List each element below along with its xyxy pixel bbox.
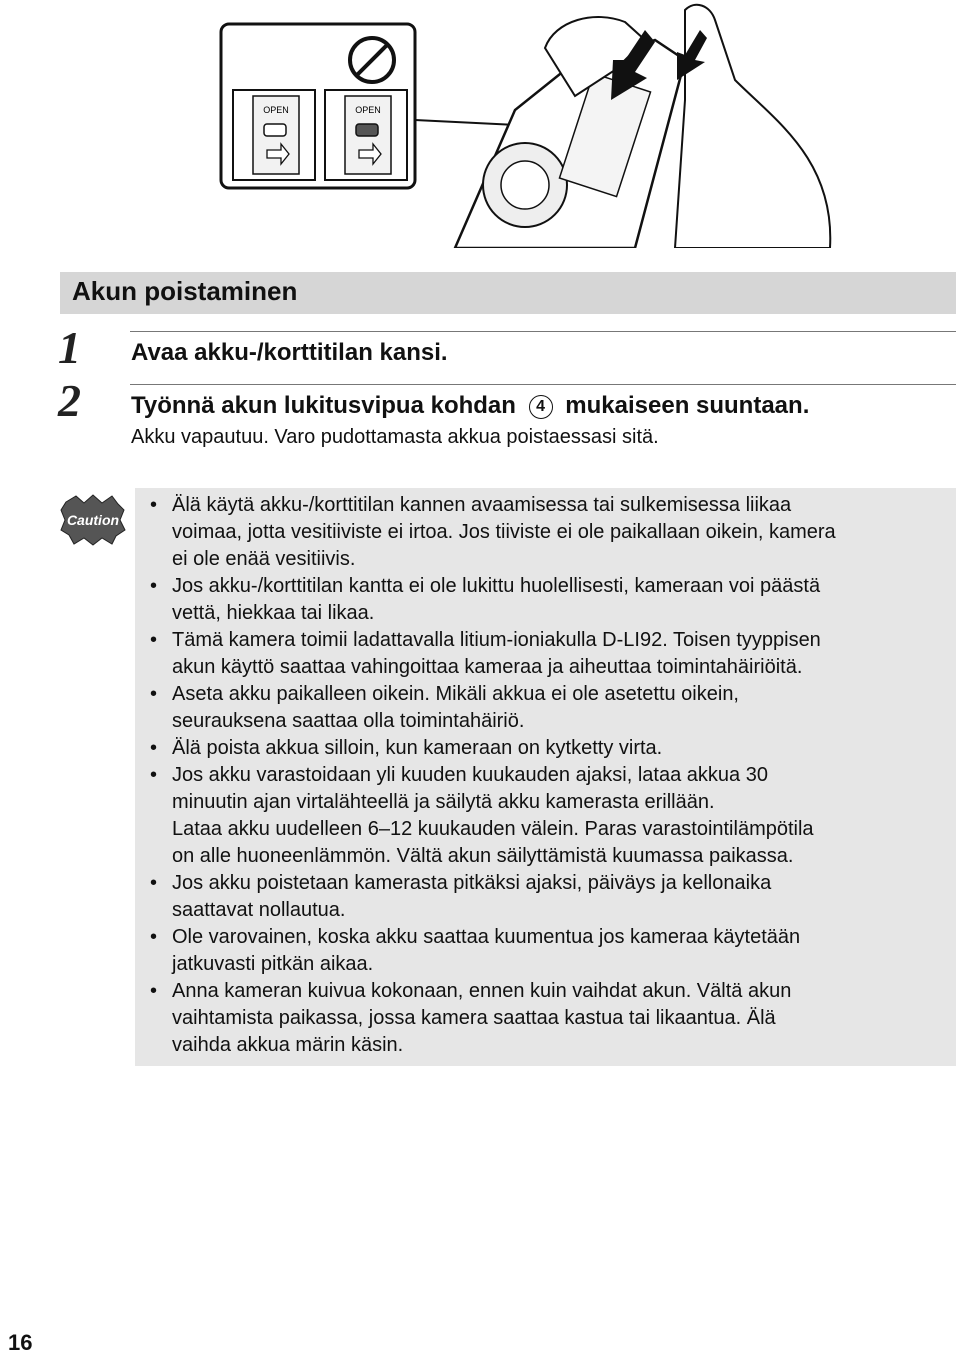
caution-line: saattavat nollautua. — [172, 899, 346, 921]
caution-item — [150, 492, 950, 573]
caution-line: jatkuvasti pitkän aikaa. — [172, 953, 374, 975]
caution-item — [150, 924, 950, 978]
caution-line: Lataa akku uudelleen 6–12 kuukauden välein. Paras varastointilämpötila — [172, 818, 814, 840]
caution-line: • Ole varovainen, koska akku saattaa kuumentua jos kameraa käytetään — [172, 926, 801, 948]
caution-line: seurauksena saattaa olla toimintahäiriö. — [172, 710, 525, 732]
step-1-text: Avaa akku-/korttitilan kansi. — [131, 339, 448, 366]
caution-item — [150, 762, 950, 870]
caution-line: • Anna kameran kuivua kokonaan, ennen kuin vaihdat akun. Vältä akun — [172, 980, 792, 1002]
switch-open-right — [325, 90, 407, 180]
caution-line: vettä, hiekkaa tai likaa. — [172, 602, 375, 624]
switch-label-right: OPEN — [355, 105, 381, 115]
caution-item — [150, 735, 950, 762]
section-title: Akun poistaminen — [72, 276, 298, 306]
step-2-divider — [130, 384, 956, 385]
caution-line: • Älä poista akkua silloin, kun kameraan on kytketty virta. — [172, 737, 663, 759]
caution-icon — [60, 494, 126, 546]
step-2-number: 2 — [58, 375, 81, 426]
section-header — [60, 272, 956, 314]
step-1-number: 1 — [58, 322, 81, 373]
caution-item — [150, 870, 950, 924]
step-2-note: Akku vapautuu. Varo pudottamasta akkua poistaessasi sitä. — [131, 426, 659, 448]
caution-list — [150, 492, 950, 1059]
step-2-text-before: Työnnä akun lukitusvipua kohdan — [131, 392, 516, 419]
battery-removal-illustration — [215, 0, 855, 248]
page-number: 16 — [8, 1330, 33, 1355]
direction-marker-4: 4 — [529, 395, 553, 419]
caution-line: • Älä käytä akku-/korttitilan kannen avaamisessa tai sulkemisessa liikaa — [172, 494, 792, 516]
caution-icon-label: Caution — [66, 512, 120, 528]
switch-label-left: OPEN — [263, 105, 289, 115]
caution-line: minuutin ajan virtalähteellä ja säilytä akku kamerasta erillään. — [172, 791, 715, 813]
caution-line: • Jos akku poistetaan kamerasta pitkäksi ajaksi, päiväys ja kellonaika — [172, 872, 772, 894]
caution-line: vaihda akkua märin käsin. — [172, 1034, 404, 1056]
caution-line: ei ole enää vesitiivis. — [172, 548, 356, 570]
caution-line: • Aseta akku paikalleen oikein. Mikäli akkua ei ole asetettu oikein, — [172, 683, 739, 705]
caution-item — [150, 627, 950, 681]
caution-line: • Jos akku varastoidaan yli kuuden kuukauden ajaksi, lataa akkua 30 — [172, 764, 768, 786]
caution-line: voimaa, jotta vesitiiviste ei irtoa. Jos tiiviste ei ole paikallaan oikein, kamera — [172, 521, 836, 543]
step-1-divider — [130, 331, 956, 332]
step-2-text-after: mukaiseen suuntaan. — [565, 392, 810, 419]
caution-line: on alle huoneenlämmön. Vältä akun säilyttämistä kuumassa paikassa. — [172, 845, 794, 867]
switch-open-left — [233, 90, 315, 180]
caution-item — [150, 978, 950, 1059]
caution-line: • Jos akku-/korttitilan kantta ei ole lukittu huolellisesti, kameraan voi päästä — [172, 575, 821, 597]
caution-line: • Tämä kamera toimii ladattavalla litium-ioniakulla D-LI92. Toisen tyyppisen — [172, 629, 821, 651]
caution-item — [150, 681, 950, 735]
caution-line: akun käyttö saattaa vahingoittaa kameraa ja aiheuttaa toimintahäiriöitä. — [172, 656, 803, 678]
step-2-text — [131, 392, 809, 420]
caution-item — [150, 573, 950, 627]
caution-line: vaihtamista paikassa, jossa kamera saattaa kastua tai likaantua. Älä — [172, 1007, 776, 1029]
